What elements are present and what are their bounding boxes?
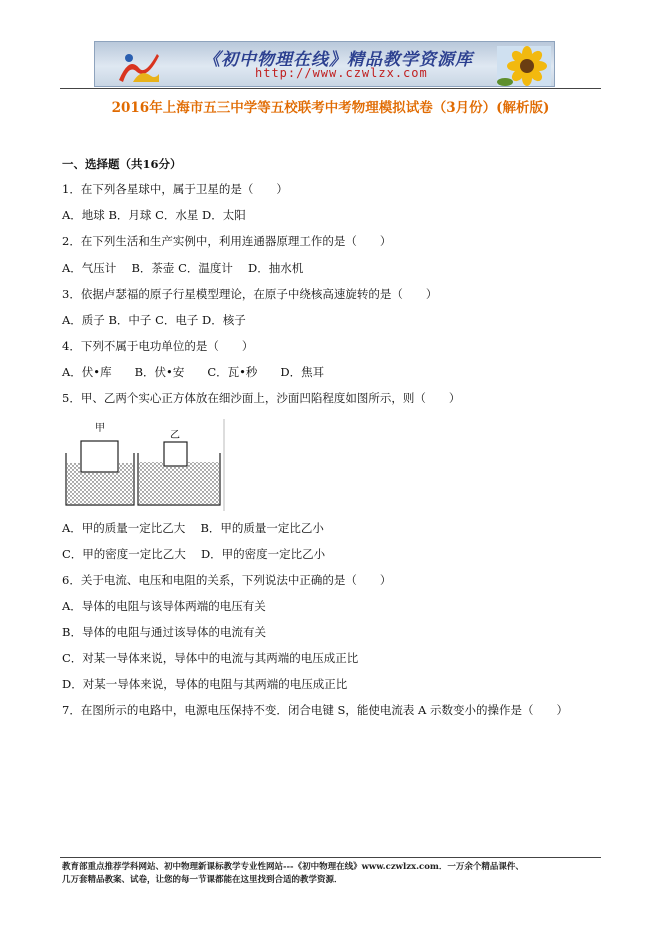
options-3: A．质子 B．中子 C．电子 D．核子 bbox=[62, 313, 246, 327]
options-5-ab: A．甲的质量一定比乙大 B．甲的质量一定比乙小 bbox=[62, 521, 324, 535]
option-6b: B．导体的电阻与通过该导体的电流有关 bbox=[62, 625, 266, 639]
option-6d: D．对某一导体来说，导体的电阻与其两端的电压成正比 bbox=[62, 677, 348, 691]
question-6: 6．关于电流、电压和电阻的关系，下列说法中正确的是（ ） bbox=[62, 573, 392, 587]
question-1: 1．在下列各星球中，属于卫星的是（ ） bbox=[62, 182, 288, 196]
question-3: 3．依据卢瑟福的原子行星模型理论，在原子中绕核高速旋转的是（ ） bbox=[62, 287, 438, 301]
question-4: 4．下列不属于电功单位的是（ ） bbox=[62, 339, 254, 353]
cube-a-label: 甲 bbox=[95, 423, 105, 434]
question-7: 7．在图所示的电路中，电源电压保持不变．闭合电键 S，能使电流表 A 示数变小的操作是（ ） bbox=[62, 703, 568, 717]
options-1: A．地球 B．月球 C．水星 D．太阳 bbox=[62, 208, 246, 222]
cube-b-label: 乙 bbox=[170, 430, 180, 441]
document-title: 2016年上海市五三中学等五校联考中考物理模拟试卷（3月份）(解析版) bbox=[111, 100, 550, 116]
footer-rule bbox=[60, 857, 601, 858]
options-4: A．伏•库 B．伏•安 C．瓦•秒 D．焦耳 bbox=[62, 365, 325, 379]
options-2: A．气压计 B．茶壶 C．温度计 D．抽水机 bbox=[62, 261, 304, 275]
options-5-cd: C．甲的密度一定比乙大 D．甲的密度一定比乙小 bbox=[62, 547, 326, 561]
section-heading: 一、选择题（共16分） bbox=[62, 157, 182, 171]
option-6c: C．对某一导体来说，导体中的电流与其两端的电压成正比 bbox=[62, 651, 359, 665]
footer-line-2: 几万套精品教案、试卷，让您的每一节课都能在这里找到合适的教学资源． bbox=[62, 875, 343, 885]
sand-cubes-figure bbox=[62, 419, 226, 511]
site-logo-icon bbox=[117, 50, 161, 84]
question-2: 2．在下列生活和生产实例中，利用连通器原理工作的是（ ） bbox=[62, 234, 392, 248]
option-6a: A．导体的电阻与该导体两端的电压有关 bbox=[62, 599, 266, 613]
footer-line-1: 教育部重点推荐学科网站、初中物理新课标教学专业性网站---《初中物理在线》www.czwlzx.com．一万余个精品课件、 bbox=[62, 862, 524, 872]
banner-title: 《初中物理在线》精品教学资源库 bbox=[203, 50, 473, 70]
question-5: 5．甲、乙两个实心正方体放在细沙面上，沙面凹陷程度如图所示，则（ ） bbox=[62, 391, 461, 405]
sunflower-icon bbox=[497, 46, 551, 86]
header-rule bbox=[60, 88, 601, 89]
header-banner bbox=[94, 41, 555, 87]
banner-url[interactable]: http://www.czwlzx.com bbox=[255, 66, 428, 80]
